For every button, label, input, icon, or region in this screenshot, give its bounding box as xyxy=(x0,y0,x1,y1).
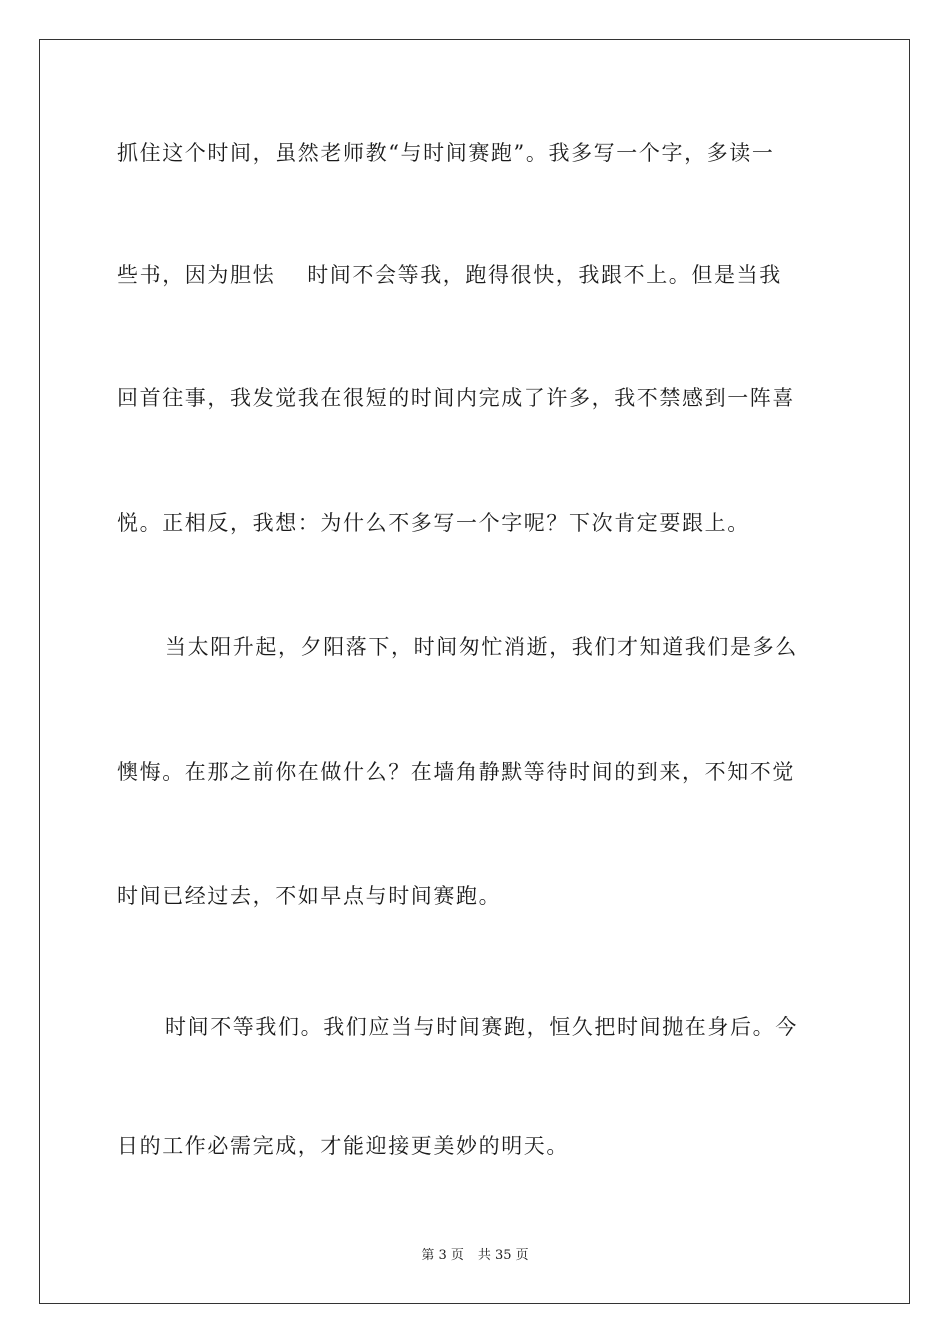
paragraph-line: 时间已经过去，不如早点与时间赛跑。 xyxy=(117,884,502,908)
page-number: 第 3 页 xyxy=(421,1248,464,1263)
paragraph-line: 懊悔。在那之前你在做什么？在墙角静默等待时间的到来，不知不觉 xyxy=(117,760,795,784)
paragraph-line: 悦。正相反，我想：为什么不多写一个字呢？下次肯定要跟上。 xyxy=(117,511,750,535)
paragraph-line-part: 时间不会等我，跑得很快，我跟不上。但是当我 xyxy=(307,263,782,287)
paragraph-line: 回首往事，我发觉我在很短的时间内完成了许多，我不禁感到一阵喜 xyxy=(117,386,795,410)
page-border xyxy=(39,39,910,1304)
paragraph-line: 时间不等我们。我们应当与时间赛跑，恒久把时间抛在身后。今 xyxy=(165,1015,798,1039)
paragraph-line xyxy=(117,260,782,290)
total-pages: 共 35 页 xyxy=(477,1248,529,1263)
paragraph-line-part: 些书，因为胆怯 xyxy=(117,263,276,287)
paragraph-line: 抓住这个时间，虽然老师教“与时间赛跑”。我多写一个字，多读一 xyxy=(117,141,775,165)
paragraph-line: 当太阳升起，夕阳落下，时间匆忙消逝，我们才知道我们是多么 xyxy=(165,635,798,659)
paragraph-line: 日的工作必需完成，才能迎接更美妙的明天。 xyxy=(117,1134,569,1158)
page-footer xyxy=(0,1247,950,1265)
